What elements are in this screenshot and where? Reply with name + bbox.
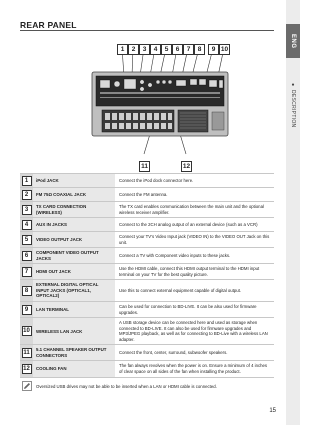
row-desc: The TX card enables communication between the main unit and the optional wireless receiver amplifier. — [119, 204, 264, 215]
table-row — [20, 187, 274, 201]
callout-2: 2 — [128, 44, 139, 55]
table-row — [20, 344, 274, 360]
row-name: iPod JACK — [33, 174, 115, 187]
row-name: VIDEO OUTPUT JACK — [33, 232, 115, 247]
table-row — [20, 247, 274, 263]
row-number: 3 — [22, 205, 32, 215]
table-row — [20, 279, 274, 301]
row-number: 4 — [22, 220, 32, 230]
language-tab: ENG — [286, 24, 300, 58]
table-row — [20, 360, 274, 377]
callout-4: 4 — [150, 44, 161, 55]
row-name: COOLING FAN — [33, 361, 115, 376]
table-row — [20, 231, 274, 247]
table-row — [20, 301, 274, 317]
section-tab: ● DESCRIPTION — [290, 82, 296, 128]
callout-12: 12 — [182, 163, 191, 170]
callout-7: 7 — [183, 44, 194, 55]
row-name: COMPONENT VIDEO OUTPUT JACKS — [33, 248, 115, 263]
row-name: FM 75Ω COAXIAL JACK — [33, 188, 115, 201]
row-number: 11 — [23, 349, 30, 356]
row-name: EXTERNAL DIGITAL OPTICAL INPUT JACKS (OPTICAL1, OPTICAL2) — [33, 280, 115, 301]
side-tab — [286, 0, 300, 425]
table-row — [20, 201, 274, 217]
row-desc: Connect a TV with Component video inputs to these jacks. — [119, 253, 231, 259]
row-number: 7 — [22, 267, 32, 277]
row-desc: A USB storage device can be connected here and used as storage when connected to BD-LIVE. It can also be used for firmware upgrades and MP3/JPEG playback, as well as for connecting to BD-Live with a wireless LAN adapter. — [119, 320, 268, 342]
row-desc: Use this to connect external equipment capable of digital output. — [119, 287, 242, 293]
row-desc: Connect the front, center, surround, subwoofer speakers. — [119, 350, 228, 356]
table-row — [20, 173, 274, 187]
row-name: HDMI OUT JACK — [33, 264, 115, 279]
row-desc: Use the HDMI cable, connect this HDMI output terminal to the HDMI input terminal on your TV for the best quality picture. — [119, 266, 260, 277]
row-number: 9 — [22, 305, 32, 315]
rear-panel-illustration — [20, 34, 274, 170]
row-desc: Can be used for connection to BD-LIVE. It can be also used for firmware upgrades. — [119, 303, 257, 315]
callout-6: 6 — [172, 44, 183, 55]
page-number: 15 — [269, 408, 276, 414]
row-desc: Connect the FM antenna. — [119, 191, 168, 197]
row-number: 10 — [23, 328, 30, 335]
row-number: 8 — [22, 286, 32, 296]
row-number: 5 — [22, 235, 32, 245]
callout-9: 9 — [208, 44, 219, 55]
row-desc: Connect to the 2CH analog output of an external device (such as a VCR) — [119, 221, 258, 227]
row-name: WIRELESS LAN JACK — [33, 318, 115, 344]
row-desc: Connect the iPod dock connector here. — [119, 177, 194, 183]
row-name: AUX IN JACKS — [33, 218, 115, 231]
table-row — [20, 317, 274, 344]
row-number: 1 — [22, 176, 32, 186]
jack-description-table — [20, 173, 274, 378]
row-number: 6 — [22, 251, 32, 261]
page-title: REAR PANEL — [20, 20, 77, 30]
row-name: LAN TERMINAL — [33, 302, 115, 317]
note-pencil-icon — [22, 381, 32, 391]
row-number: 2 — [22, 190, 32, 200]
note — [22, 381, 272, 391]
callout-3: 3 — [139, 44, 150, 55]
callout-11: 11 — [139, 161, 150, 172]
row-desc: Connect your TV's Video Input jack (VIDEO IN) to the VIDEO OUT Jack on this unit. — [119, 234, 270, 245]
row-name: TX CARD CONNECTION (WIRELESS) — [33, 202, 115, 217]
row-number: 12 — [23, 366, 30, 373]
note-text: Oversized USB drives may not be able to be inserted when a LAN or HDMI cable is connected. — [36, 383, 217, 389]
row-name: 5.1 CHANNEL SPEAKER OUTPUT CONNECTORS — [33, 345, 115, 360]
callout-10: 10 — [220, 46, 229, 53]
callout-5: 5 — [161, 44, 172, 55]
callout-8: 8 — [194, 44, 205, 55]
row-desc: The fan always revolves when the power is on. Ensure a minimum of 4 inches of clear space on all sides of the fan when installing the product. — [119, 363, 268, 375]
table-row — [20, 217, 274, 231]
callout-1: 1 — [117, 44, 128, 55]
title-divider — [20, 30, 274, 31]
table-row — [20, 263, 274, 279]
